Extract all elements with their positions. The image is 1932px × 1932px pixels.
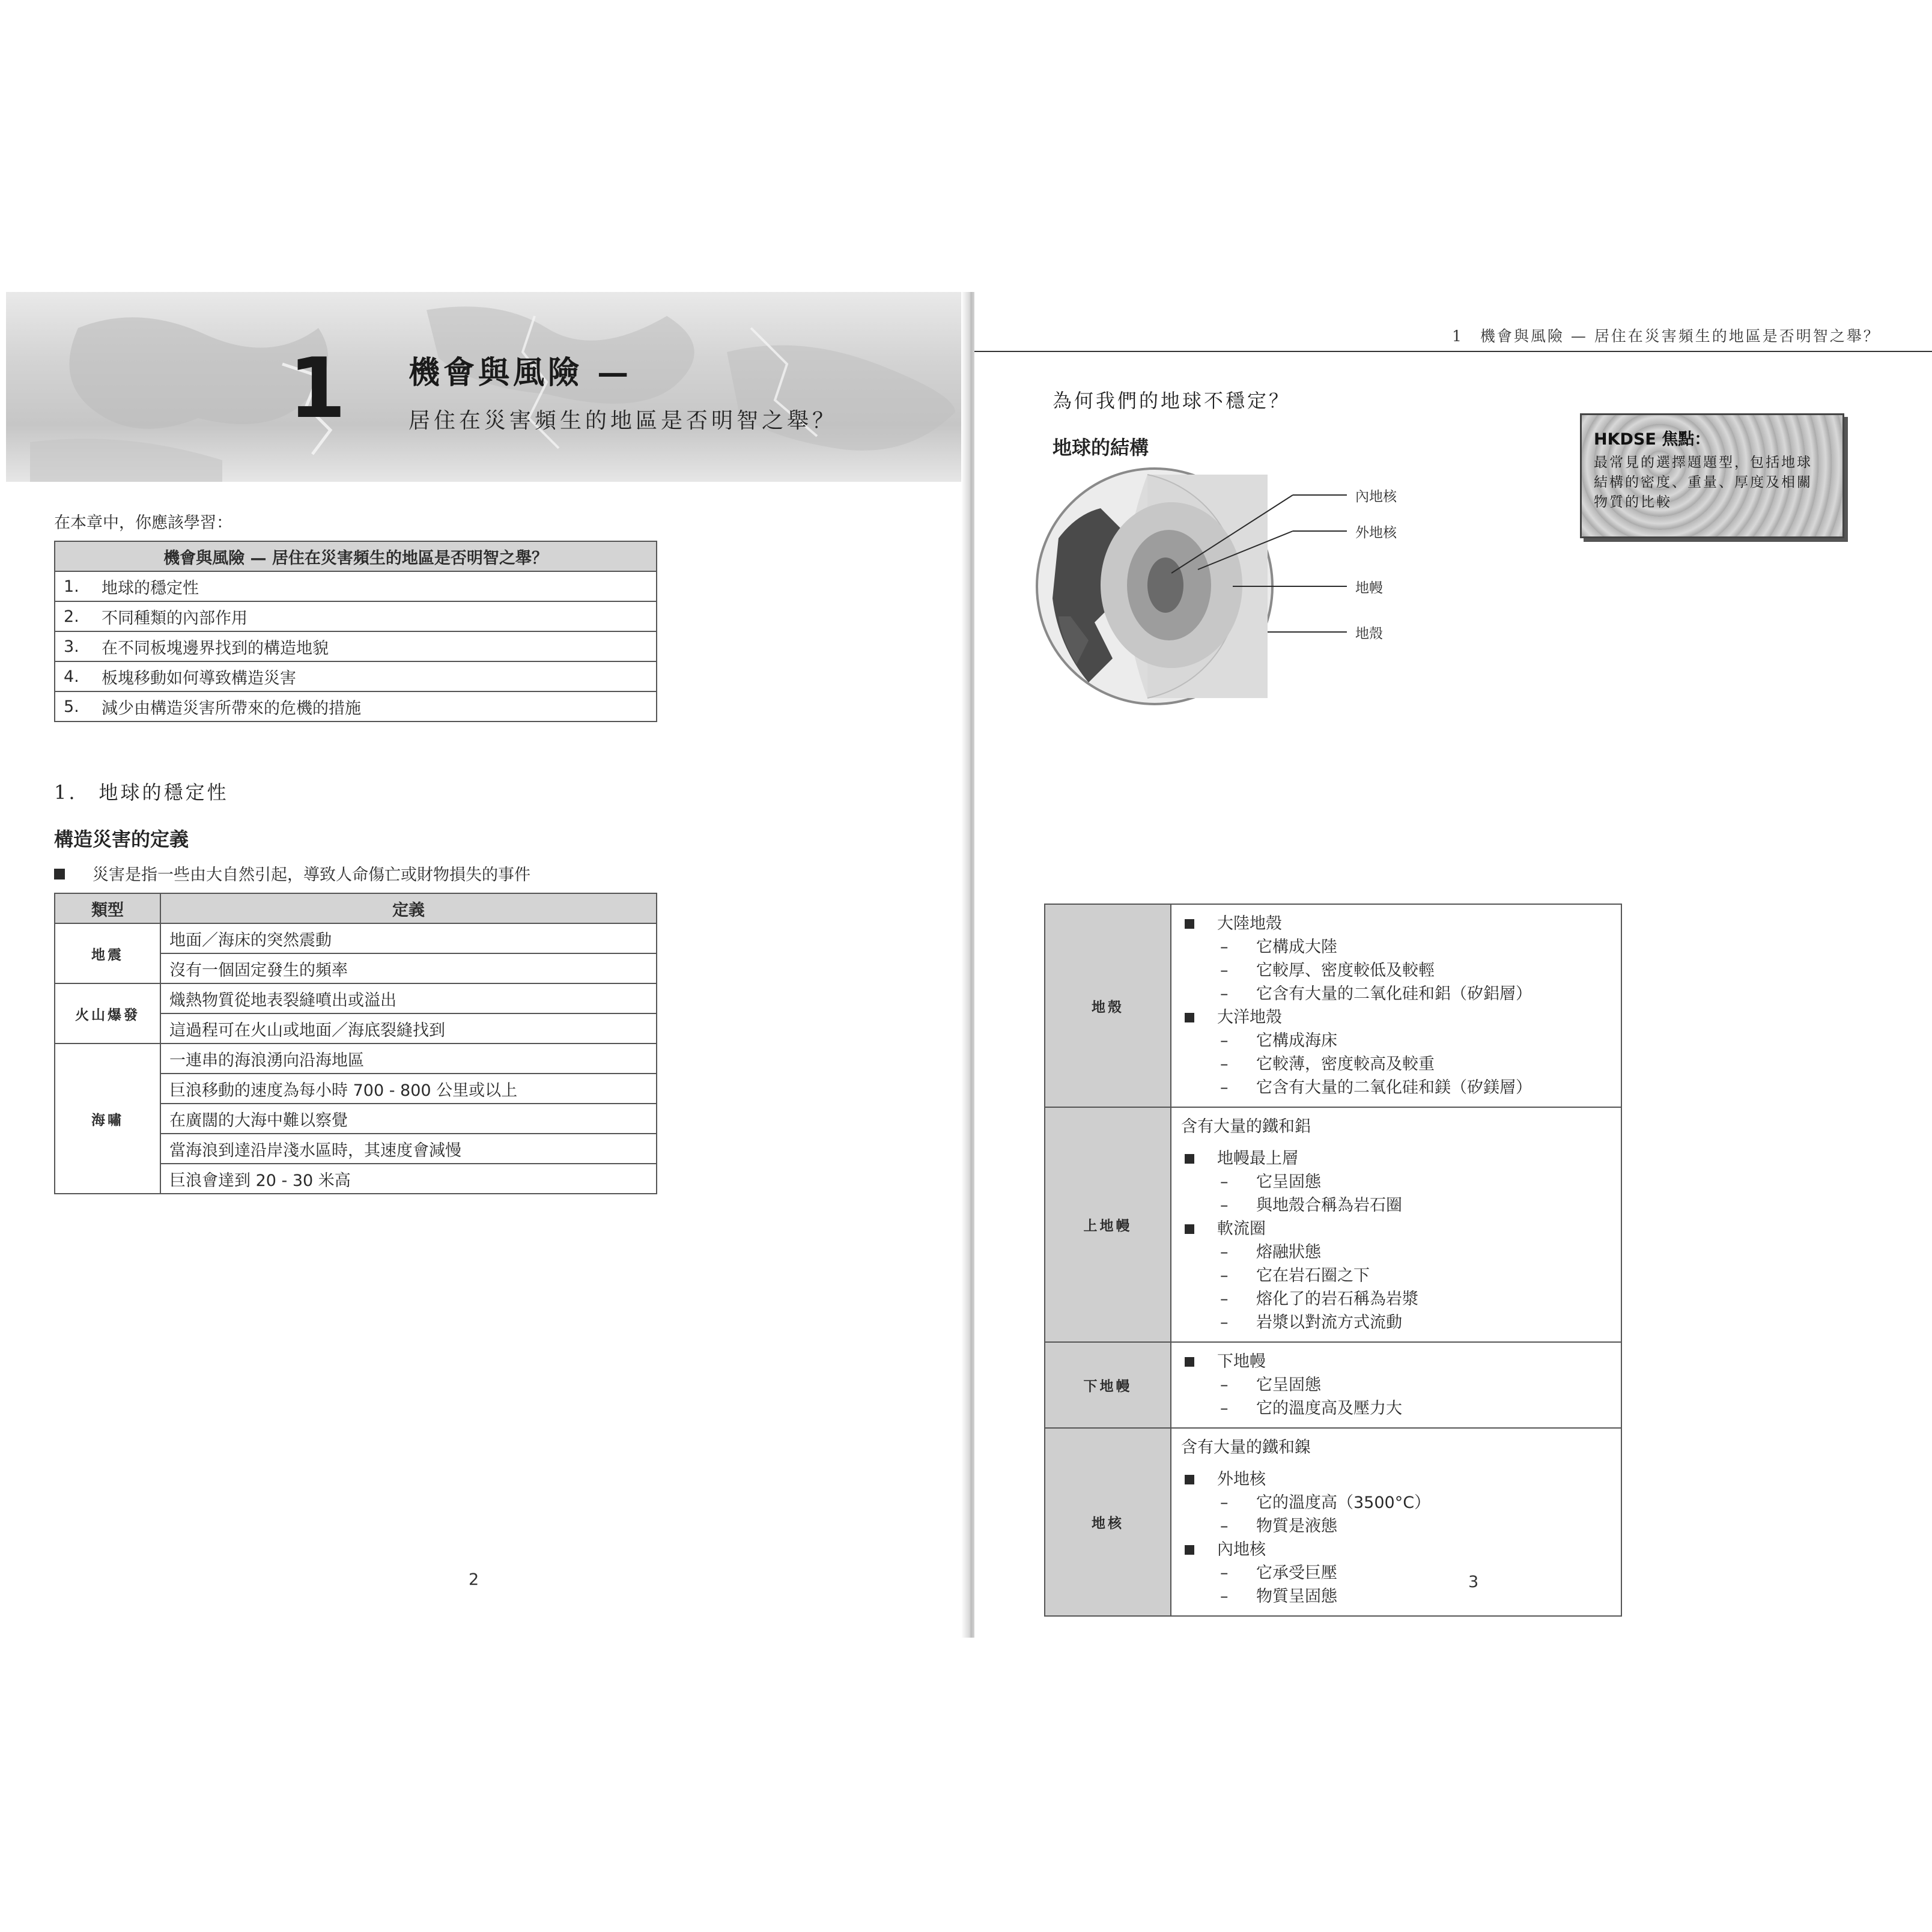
hazard-definition: 一連串的海浪湧向沿海地區	[160, 1043, 657, 1074]
list-item: 大洋地殼	[1181, 1006, 1611, 1029]
list-item: 下地幔	[1181, 1350, 1611, 1373]
table-row	[55, 571, 657, 601]
list-item: – 與地殼合稱為岩石圈	[1181, 1194, 1611, 1217]
structure-heading: 地球的結構	[1053, 436, 1149, 459]
objectives-header: 機會與風險 — 居住在災害頻生的地區是否明智之舉？	[55, 541, 657, 571]
chapter-subtitle: 居住在災害頻生的地區是否明智之舉？	[409, 409, 838, 433]
layer-intro: 含有大量的鐵和鋁	[1181, 1117, 1311, 1136]
objectives-table	[54, 541, 657, 722]
hazard-definition-table	[54, 893, 657, 1194]
chapter-banner	[6, 292, 967, 482]
table-row	[55, 923, 657, 953]
objective-text: 板塊移動如何導致構造災害	[93, 661, 657, 691]
col-header-definition: 定義	[160, 893, 657, 923]
section-heading: 1. 地球的穩定性	[54, 781, 229, 804]
list-item: – 它呈固態	[1181, 1373, 1611, 1397]
hazard-definition: 地面／海床的突然震動	[160, 923, 657, 953]
label-crust: 地殼	[1355, 626, 1383, 642]
hazard-type-tsunami: 海嘯	[55, 1043, 160, 1194]
earth-layers-table	[1044, 904, 1622, 1617]
hazard-definition: 這過程可在火山或地面／海底裂縫找到	[160, 1013, 657, 1043]
list-item: – 它的溫度高（3500°C）	[1181, 1491, 1611, 1514]
bullet-square-icon	[54, 869, 65, 879]
list-item: – 它構成大陸	[1181, 935, 1611, 959]
running-header: 1 機會與風險 — 居住在災害頻生的地區是否明智之舉？	[1452, 327, 1880, 345]
table-row	[1045, 1107, 1621, 1342]
left-page	[6, 292, 967, 1638]
definition-heading: 構造災害的定義	[54, 828, 189, 851]
list-item: 內地核	[1181, 1538, 1611, 1561]
table-row	[1045, 1342, 1621, 1428]
hkdse-note-line: 最常見的選擇題題型，包括地球	[1594, 455, 1812, 470]
layer-desc-upper-mantle	[1171, 1107, 1621, 1342]
layer-name-upper-mantle: 上地幔	[1045, 1107, 1171, 1342]
list-item: – 它含有大量的二氧化硅和鎂（矽鎂層）	[1181, 1076, 1611, 1099]
table-row	[55, 1043, 657, 1074]
hazard-definition: 沒有一個固定發生的頻率	[160, 953, 657, 983]
hazard-definition: 當海浪到達沿岸淺水區時，其速度會減慢	[160, 1134, 657, 1164]
list-item: – 岩漿以對流方式流動	[1181, 1311, 1611, 1334]
objective-num: 1.	[55, 571, 93, 601]
list-item: 地幔最上層	[1181, 1147, 1611, 1170]
table-row	[1045, 904, 1621, 1107]
hazard-type-earthquake: 地震	[55, 923, 160, 983]
layer-name-core: 地核	[1045, 1428, 1171, 1616]
hazard-definition: 在廣闊的大海中難以察覺	[160, 1104, 657, 1134]
list-item: – 物質是液態	[1181, 1514, 1611, 1538]
hazard-definition: 熾熱物質從地表裂縫噴出或溢出	[160, 983, 657, 1013]
layer-desc-lower-mantle	[1171, 1342, 1621, 1428]
list-item: – 熔化了的岩石稱為岩漿	[1181, 1287, 1611, 1311]
list-item: – 它構成海床	[1181, 1029, 1611, 1053]
col-header-type: 類型	[55, 893, 160, 923]
objective-text: 減少由構造災害所帶來的危機的措施	[93, 691, 657, 721]
layer-desc-crust	[1171, 904, 1621, 1107]
list-item: – 它較薄，密度較高及較重	[1181, 1053, 1611, 1076]
hazard-definition: 巨浪移動的速度為每小時 700 - 800 公里或以上	[160, 1074, 657, 1104]
layer-intro: 含有大量的鐵和鎳	[1181, 1438, 1311, 1457]
label-mantle: 地幔	[1355, 580, 1383, 596]
layer-name-lower-mantle: 下地幔	[1045, 1342, 1171, 1428]
right-page	[974, 292, 1932, 1638]
table-row	[1045, 1428, 1621, 1616]
chapter-title: 機會與風險 —	[409, 354, 633, 391]
list-item: 大陸地殼	[1181, 912, 1611, 935]
hkdse-note-line: 結構的密度、重量、厚度及相關	[1594, 475, 1812, 490]
bullet-item	[54, 861, 530, 885]
table-row	[55, 661, 657, 691]
chapter-number: 1	[288, 340, 347, 437]
table-row	[55, 691, 657, 721]
objective-num: 3.	[55, 631, 93, 661]
table-row	[55, 631, 657, 661]
table-row	[55, 983, 657, 1013]
list-item: – 它含有大量的二氧化硅和鋁（矽鋁層）	[1181, 982, 1611, 1006]
label-inner-core: 內地核	[1355, 489, 1397, 505]
objective-num: 5.	[55, 691, 93, 721]
hazard-definition: 巨浪會達到 20 - 30 米高	[160, 1164, 657, 1194]
question-heading: 為何我們的地球不穩定？	[1053, 389, 1291, 412]
objective-text: 地球的穩定性	[93, 571, 657, 601]
inner-core	[1147, 557, 1183, 613]
bullet-text: 災害是指一些由大自然引起，導致人命傷亡或財物損失的事件	[93, 866, 530, 884]
list-item: – 它在岩石圈之下	[1181, 1264, 1611, 1287]
list-item: – 它呈固態	[1181, 1170, 1611, 1194]
list-item: – 它的溫度高及壓力大	[1181, 1397, 1611, 1420]
objective-text: 不同種類的內部作用	[93, 601, 657, 631]
header-rule	[974, 351, 1932, 352]
hkdse-note-line: 物質的比較	[1594, 494, 1672, 510]
hazard-type-volcano: 火山爆發	[55, 983, 160, 1043]
list-item: – 它較厚、密度較低及較輕	[1181, 959, 1611, 982]
list-item: – 熔融狀態	[1181, 1241, 1611, 1264]
layer-desc-core	[1171, 1428, 1621, 1616]
list-item: 外地核	[1181, 1468, 1611, 1491]
objective-num: 2.	[55, 601, 93, 631]
objective-num: 4.	[55, 661, 93, 691]
layer-name-crust: 地殼	[1045, 904, 1171, 1107]
intro-text: 在本章中，你應該學習：	[54, 514, 232, 532]
objective-text: 在不同板塊邊界找到的構造地貌	[93, 631, 657, 661]
label-outer-core: 外地核	[1355, 525, 1397, 541]
page-number: 3	[1468, 1573, 1479, 1591]
list-item: – 它承受巨壓	[1181, 1561, 1611, 1585]
list-item: – 物質呈固態	[1181, 1585, 1611, 1608]
list-item: 軟流圈	[1181, 1217, 1611, 1241]
page-number: 2	[469, 1570, 479, 1589]
hkdse-tag: HKDSE 焦點：	[1594, 430, 1711, 449]
table-row	[55, 601, 657, 631]
